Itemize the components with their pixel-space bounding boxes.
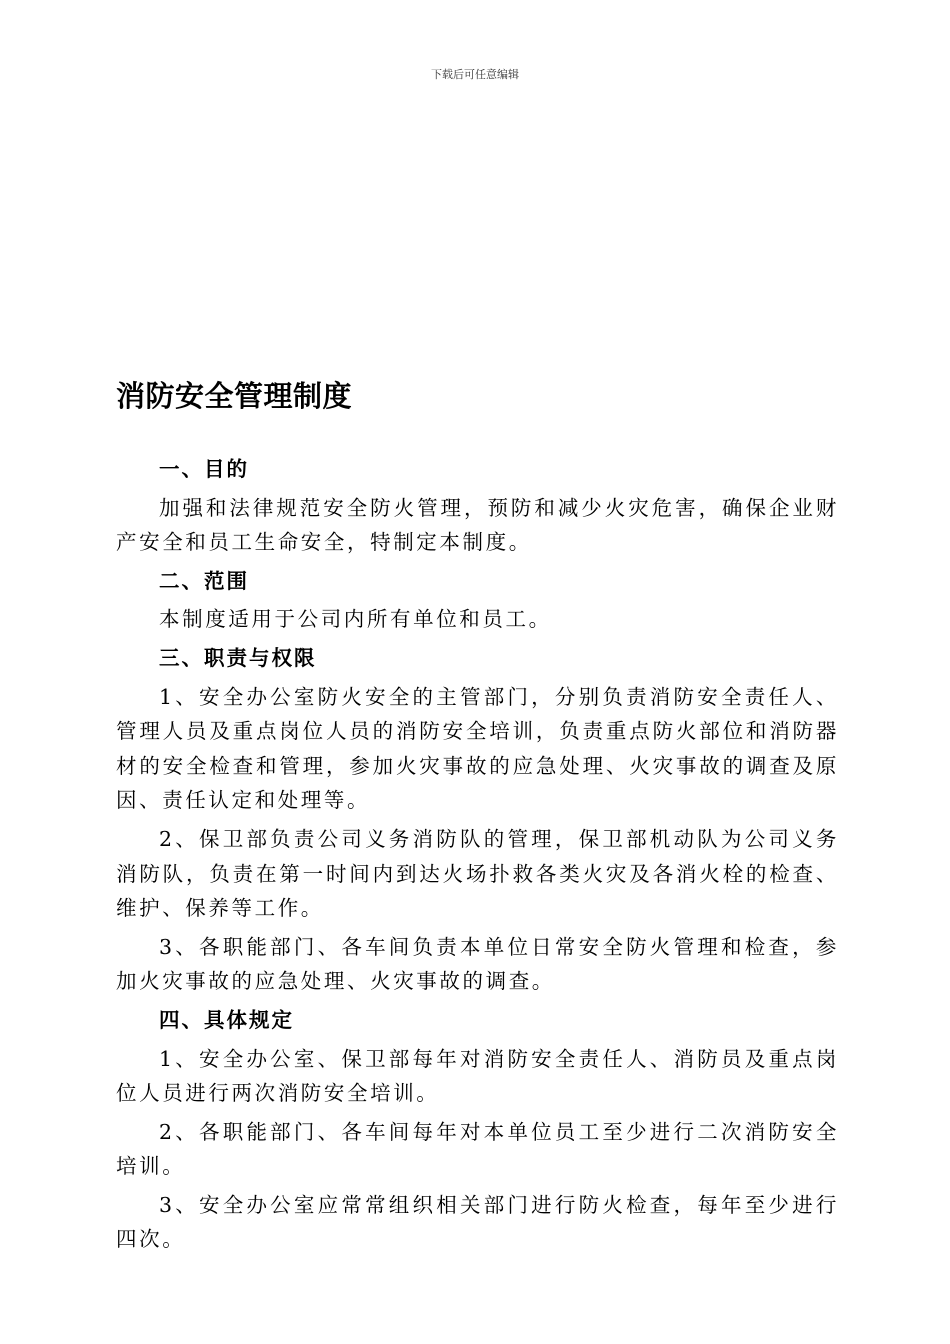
section-paragraph: 加强和法律规范安全防火管理，预防和减少火灾危害，确保企业财产安全和员工生命安全，特制定本制度。: [116, 495, 839, 555]
document-title: 消防安全管理制度: [116, 379, 353, 413]
section-paragraph: 1、安全办公室、保卫部每年对消防安全责任人、消防员及重点岗位人员进行两次消防安全培训。: [116, 1046, 839, 1106]
section-heading-scope: 二、范围: [159, 568, 249, 593]
section-heading-responsibilities: 三、职责与权限: [159, 645, 317, 670]
document-body: [116, 452, 839, 1261]
section-paragraph: 本制度适用于公司内所有单位和员工。: [159, 607, 552, 632]
section-paragraph: 1、安全办公室防火安全的主管部门，分别负责消防安全责任人、管理人员及重点岗位人员的消防安全培训，负责重点防火部位和消防器材的安全检查和管理，参加火灾事故的应急处理、火灾事故的调查及原因、责任认定和处理等。: [116, 684, 839, 813]
page-header: 下载后可任意编辑: [431, 68, 519, 81]
section-heading-purpose: 一、目的: [159, 457, 249, 481]
section-heading-rules: 四、具体规定: [159, 1007, 294, 1032]
section-paragraph: 3、各职能部门、各车间负责本单位日常安全防火管理和检查，参加火灾事故的应急处理、火灾事故的调查。: [116, 934, 839, 994]
section-paragraph: 2、各职能部门、各车间每年对本单位员工至少进行二次消防安全培训。: [116, 1119, 839, 1179]
section-paragraph: 3、安全办公室应常常组织相关部门进行防火检查，每年至少进行四次。: [116, 1192, 839, 1252]
section-paragraph: 2、保卫部负责公司义务消防队的管理，保卫部机动队为公司义务消防队，负责在第一时间内到达火场扑救各类火灾及各消火栓的检查、维护、保养等工作。: [116, 826, 839, 921]
